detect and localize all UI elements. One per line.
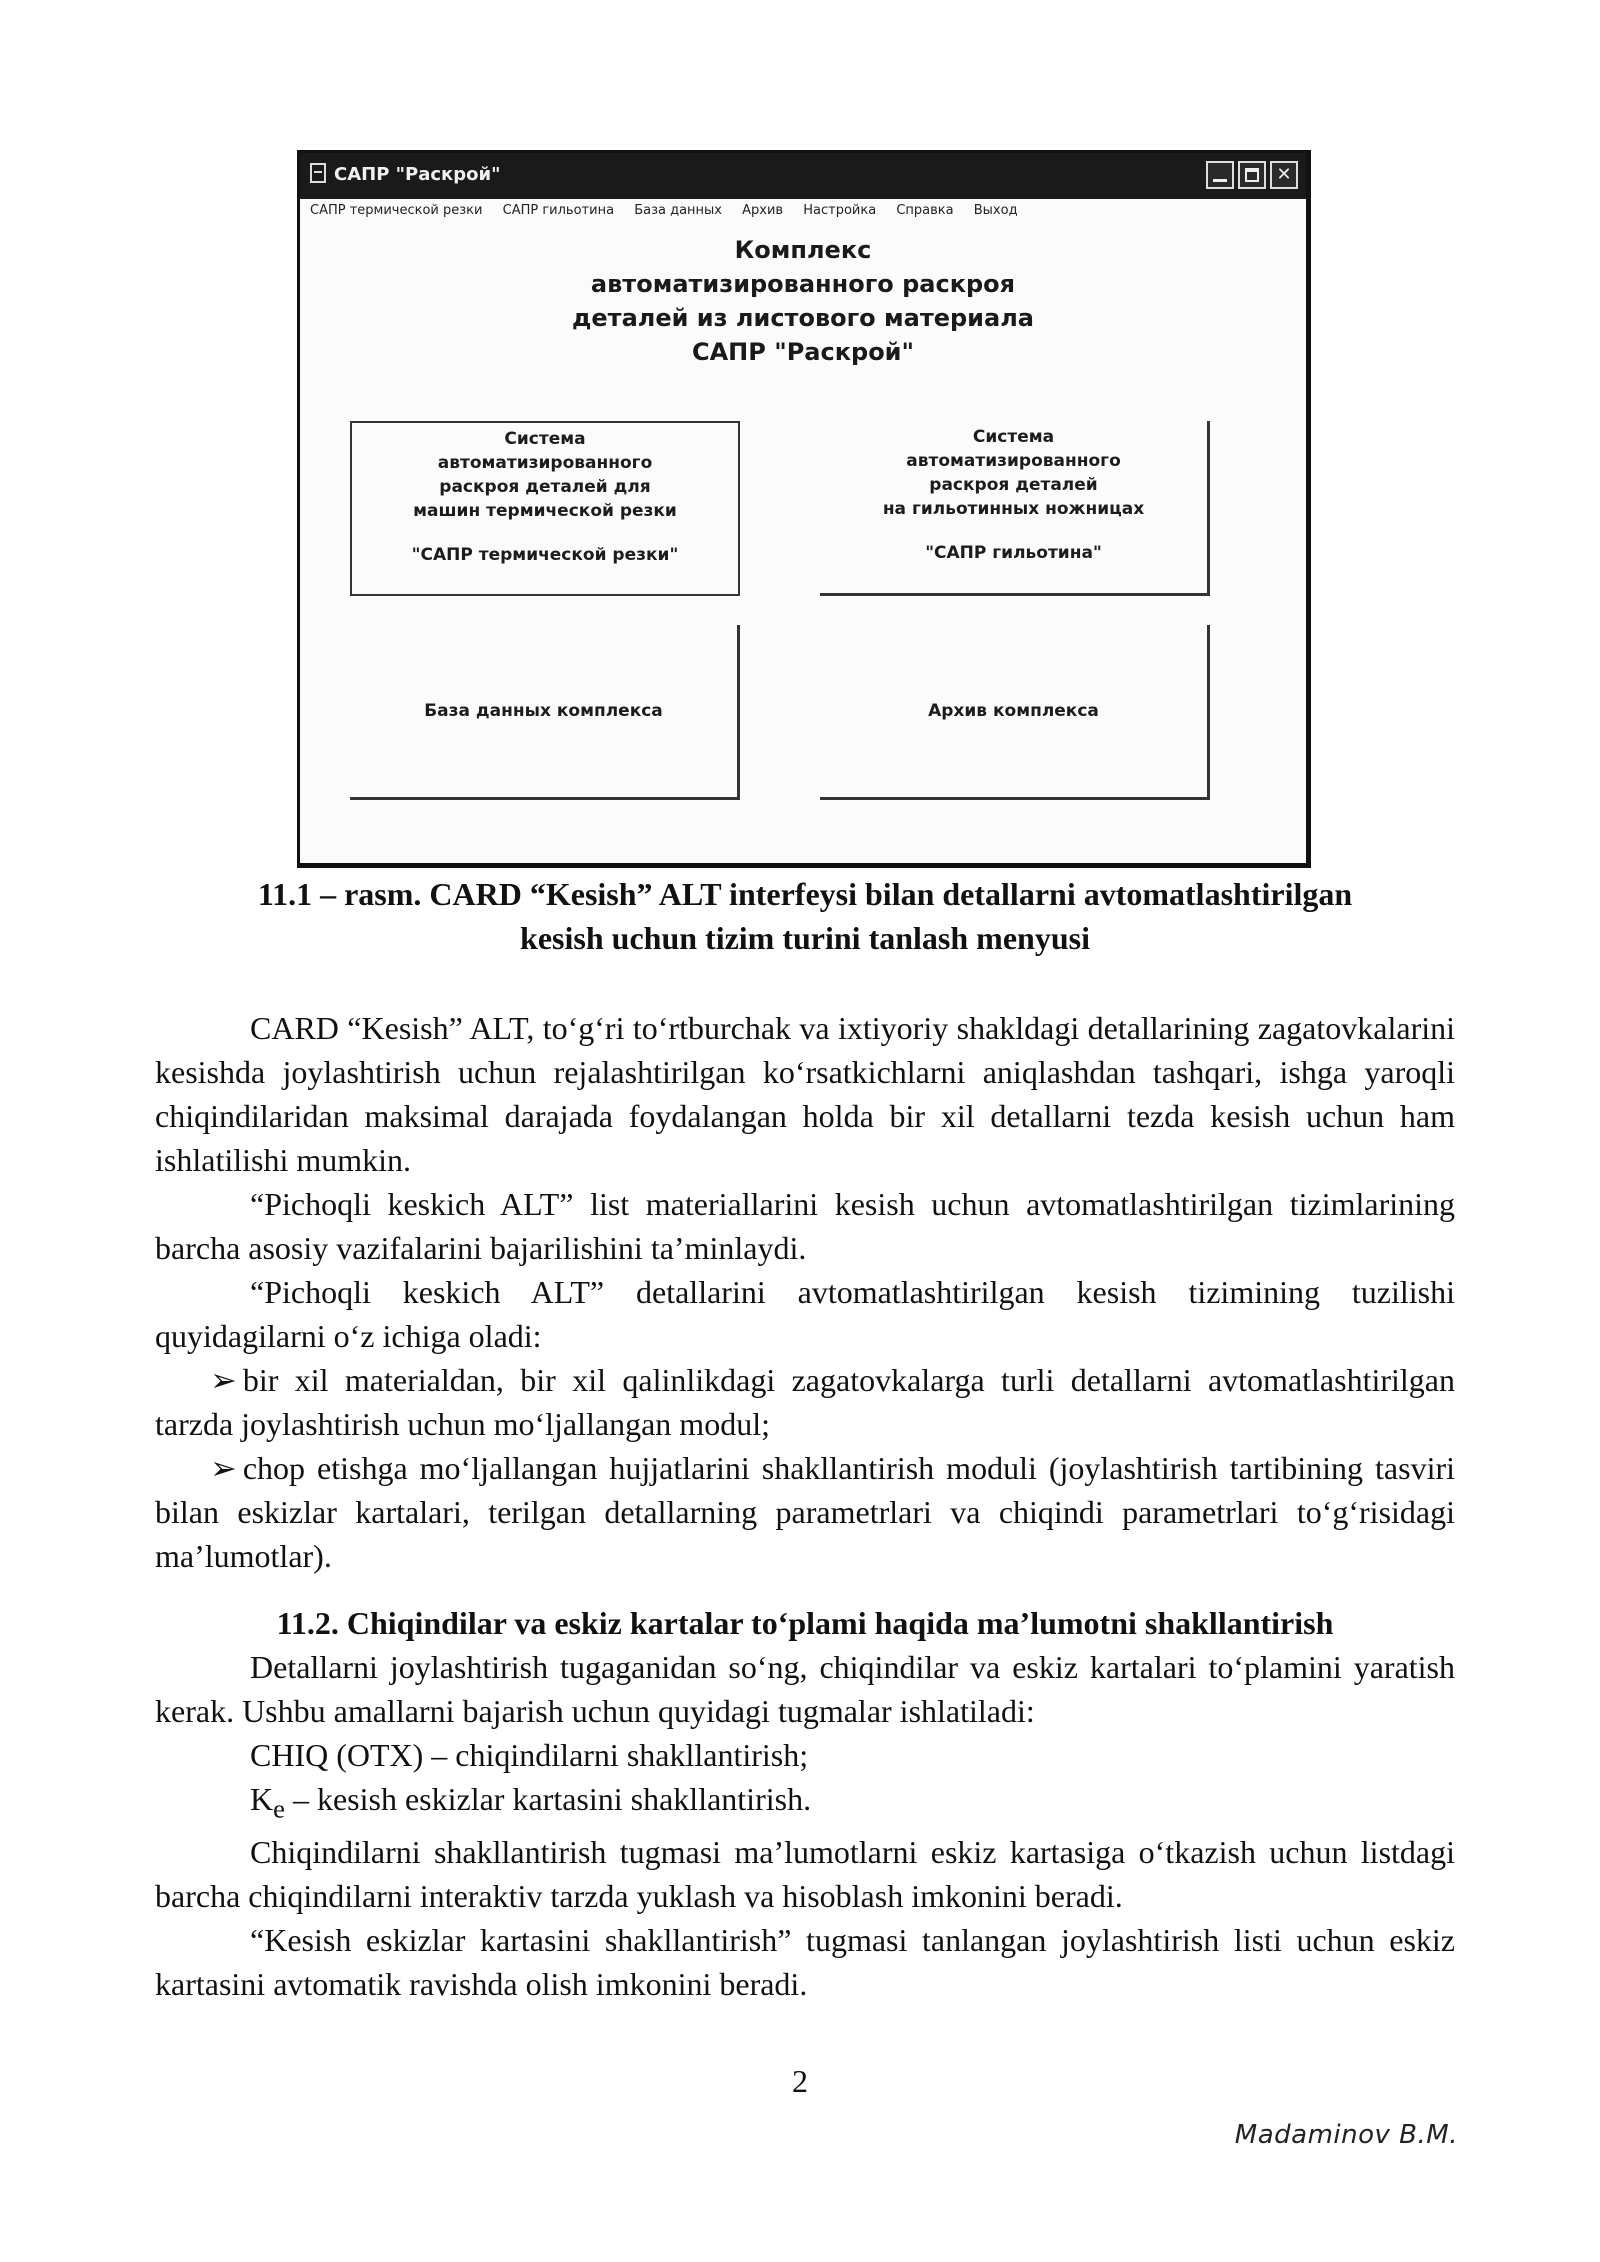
figure-caption	[155, 872, 1455, 960]
app-heading-line: Комплекс	[734, 236, 872, 264]
app-icon	[310, 163, 326, 183]
panel-name: "САПР термической резки"	[411, 545, 679, 565]
paragraph: “Pichoqli keskich ALT” detallarini avtomatlashtirilgan kesish tizimining tuzilishi quyidagilarni o‘z ichiga oladi:	[155, 1274, 1455, 1354]
menu-item-thermal-cad[interactable]: САПР термической резки	[310, 203, 483, 218]
paragraph: Chiqindilarni shakllantirish tugmasi ma’lumotlarni eskiz kartasiga o‘tkazish uchun listdagi barcha chiqindilarni interaktiv tarzda yuklash va hisoblash imkonini beradi.	[155, 1834, 1455, 1915]
app-heading	[300, 233, 1306, 369]
menu-item-exit[interactable]: Выход	[973, 203, 1018, 218]
bullet-item	[155, 1358, 1455, 1446]
section-heading: 11.2. Chiqindilar va eskiz kartalar to‘plami haqida ma’lumotni shakllantirish	[276, 1605, 1334, 1641]
formula-text: – kesish eskizlar kartasini shakllantirish.	[284, 1781, 812, 1817]
guillotine-system-button[interactable]	[820, 421, 1210, 596]
menu-item-help[interactable]: Справка	[896, 203, 954, 218]
formula-subscript: e	[273, 1793, 285, 1824]
panel-label: База данных комплекса	[424, 701, 663, 721]
bullet-item	[155, 1446, 1455, 1578]
window-titlebar	[300, 153, 1306, 199]
paragraph: CARD “Kesish” ALT, to‘g‘ri to‘rtburchak va ixtiyoriy shakldagi detallarining zagatovkalarini kesishda joylashtirish uchun rejalashtirilgan ko‘rsatkichlarni aniqlashdan tashqari, ishga yaroqli chiqindilaridan maksimal darajada foydalangan holda bir xil detallarni tezda kesish uchun ham ishlatilishi mumkin.	[155, 1010, 1455, 1178]
panel-description: Система автоматизированного раскроя деталей для машин термической резки	[413, 429, 677, 521]
archive-button[interactable]	[820, 625, 1210, 800]
app-heading-line: деталей из листового материала	[572, 304, 1034, 332]
menu-item-archive[interactable]: Архив	[742, 203, 784, 218]
caption-line-2: kesish uchun tizim turini tanlash menyusi	[520, 920, 1090, 956]
arrow-bullet-icon: ➢	[210, 1362, 237, 1398]
body-text	[155, 1006, 1455, 2006]
paragraph	[155, 1777, 1455, 1830]
app-window-screenshot	[297, 150, 1311, 868]
bullet-text: bir xil materialdan, bir xil qalinlikdagi zagatovkalarga turli detallarni avtomatlashtirilgan tarzda joylashtirish uchun mo‘ljallangan modul;	[155, 1362, 1455, 1442]
maximize-icon[interactable]	[1238, 161, 1266, 189]
panel-name: "САПР гильотина"	[925, 543, 1102, 563]
menu-bar	[310, 203, 1296, 225]
close-icon[interactable]: ✕	[1270, 161, 1298, 189]
menu-item-settings[interactable]: Настройка	[803, 203, 877, 218]
app-heading-line: автоматизированного раскроя	[590, 270, 1016, 298]
thermal-cutting-system-button[interactable]	[350, 421, 740, 596]
author-signature: Madaminov B.M.	[1234, 2120, 1458, 2150]
page-number: 2	[792, 2063, 808, 2099]
paragraph: “Kesish eskizlar kartasini shakllantirish” tugmasi tanlangan joylashtirish listi uchun eskiz kartasini avtomatik ravishda olish imkonini beradi.	[155, 1922, 1455, 2003]
minimize-icon[interactable]	[1206, 161, 1234, 189]
caption-line-1: 11.1 – rasm. CARD “Kesish” ALT interfeysi bilan detallarni avtomatlashtirilgan	[257, 876, 1353, 912]
paragraph: CHIQ (OTX) – chiqindilarni shakllantirish;	[250, 1737, 809, 1773]
panel-label: Архив комплекса	[928, 701, 1099, 721]
database-button[interactable]	[350, 625, 740, 800]
menu-item-guillotine-cad[interactable]: САПР гильотина	[502, 203, 615, 218]
arrow-bullet-icon: ➢	[210, 1450, 237, 1486]
formula-k: K	[250, 1781, 274, 1817]
bullet-text: chop etishga mo‘ljallangan hujjatlarini shakllantirish moduli (joylashtirish tartibining tasviri bilan eskizlar kartalari, terilgan detallarning parametrlari va chiqindi parametrlari to‘g‘risidagi ma’lumotlar).	[155, 1450, 1455, 1574]
window-title: САПР "Раскрой"	[334, 164, 501, 185]
panel-description: Система автоматизированного раскроя деталей на гильотинных ножницах	[882, 427, 1145, 519]
app-heading-line: САПР "Раскрой"	[691, 338, 914, 366]
menu-item-database[interactable]: База данных	[634, 203, 722, 218]
paragraph: Detallarni joylashtirish tugaganidan so‘ng, chiqindilar va eskiz kartalari to‘plamini yaratish kerak. Ushbu amallarni bajarish uchun quyidagi tugmalar ishlatiladi:	[155, 1649, 1455, 1729]
paragraph: “Pichoqli keskich ALT” list materiallarini kesish uchun avtomatlashtirilgan tizimlarining barcha asosiy vazifalarini bajarilishini ta’minlaydi.	[155, 1186, 1455, 1266]
